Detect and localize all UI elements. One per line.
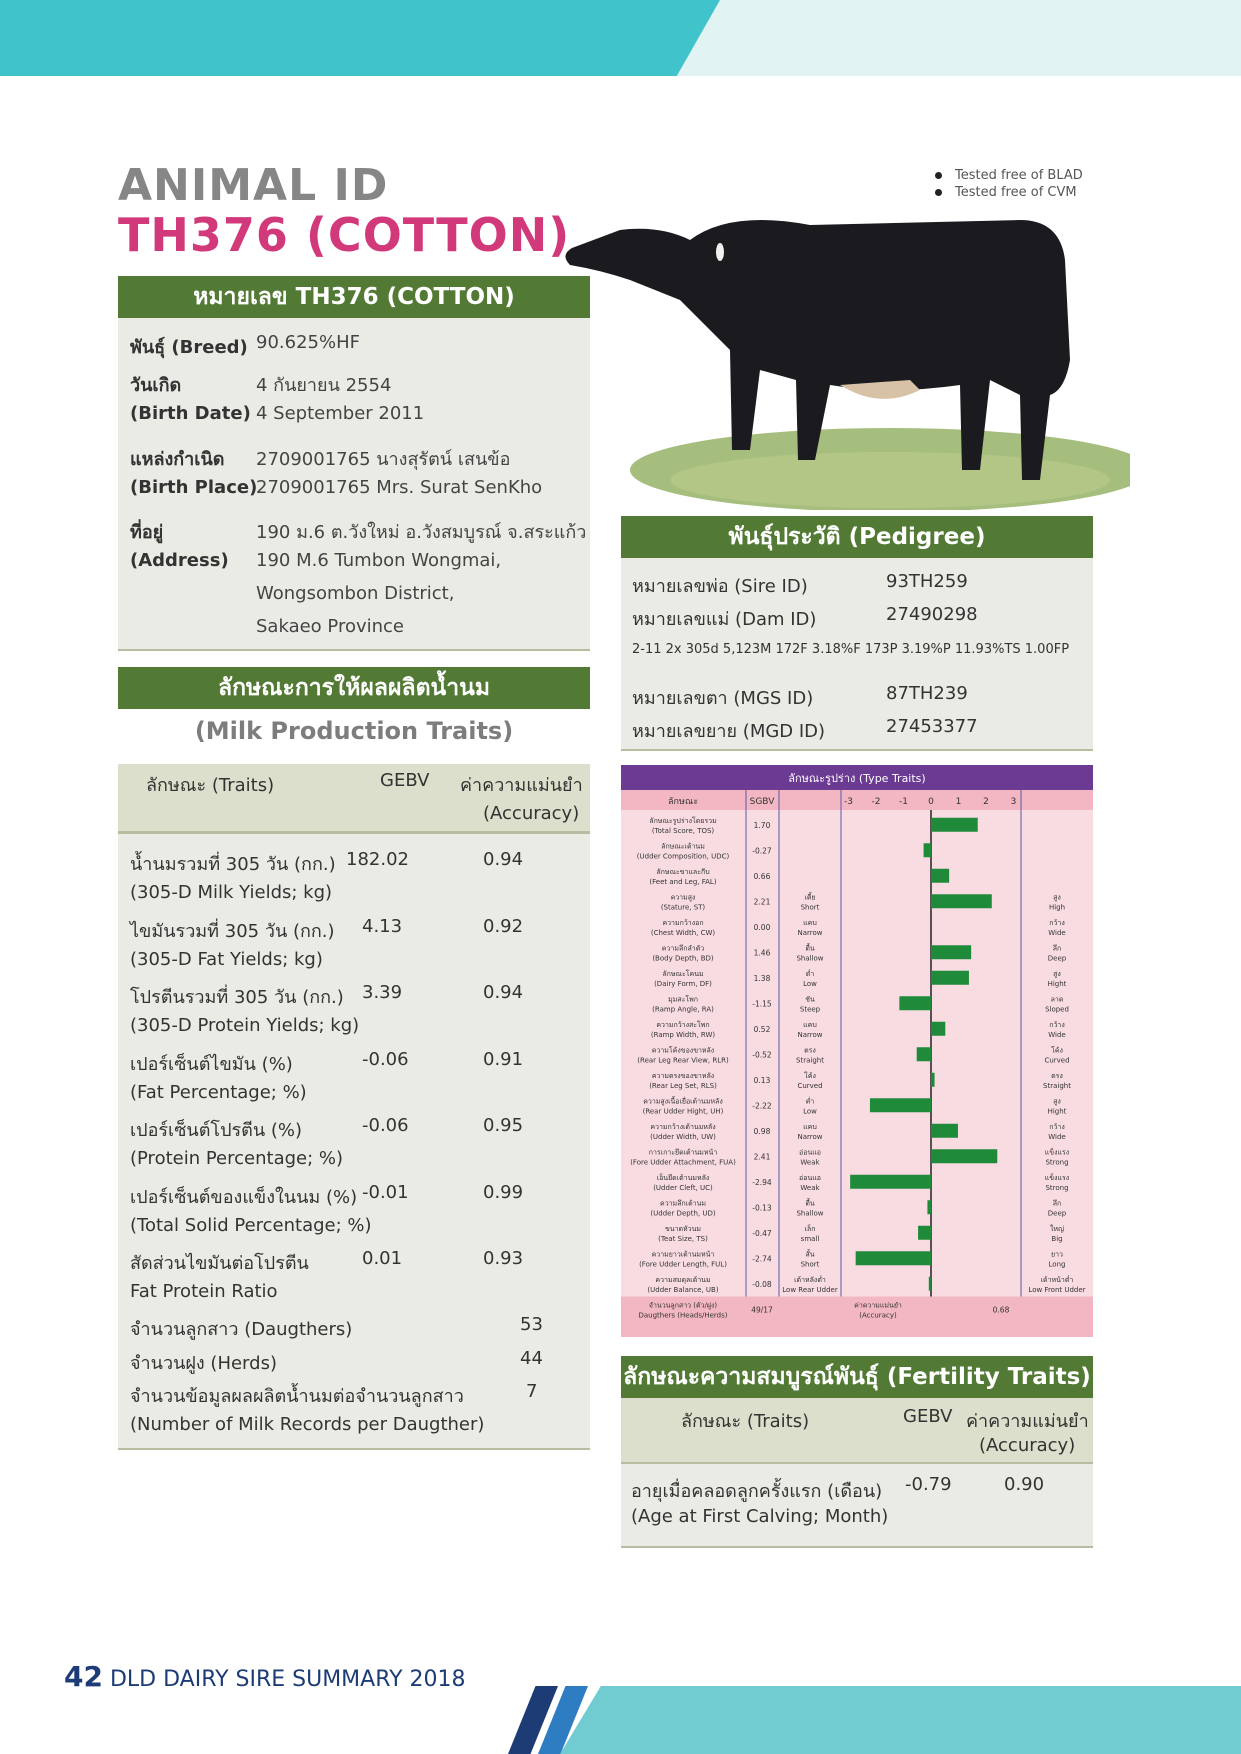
- milk-row-trait-en: Fat Protein Ratio: [130, 1281, 278, 1302]
- chart-row-high: High: [1048, 903, 1066, 912]
- chart-row-low: Steep: [799, 1005, 821, 1014]
- chart-row-low-th: ตรง: [804, 1046, 816, 1055]
- chart-row-sgbv: -0.47: [752, 1228, 772, 1238]
- address-label-th: ที่อยู่: [130, 522, 164, 543]
- chart-row-sgbv: 1.38: [753, 973, 771, 983]
- chart-row-high-th: ลาด: [1050, 995, 1064, 1004]
- chart-row-label-en: (Ramp Angle, RA): [652, 1005, 714, 1014]
- birth-date-label-en: (Birth Date): [130, 403, 251, 424]
- chart-tick-label: -2: [871, 797, 881, 807]
- chart-row-low-th: เล็ก: [804, 1224, 816, 1233]
- chart-bar: [931, 945, 971, 959]
- milk-row-gebv: -0.06: [362, 1115, 409, 1136]
- chart-row-sgbv: -2.94: [752, 1177, 772, 1187]
- address-value-en-3: Sakaeo Province: [256, 616, 404, 637]
- chart-bar: [931, 1073, 935, 1087]
- fertility-row-accuracy: 0.90: [1004, 1474, 1045, 1495]
- chart-row-label-th: ลักษณะเต้านม: [661, 842, 705, 851]
- birth-place-value-th: 2709001765 นางสุรัตน์ เสนข้อ: [256, 449, 511, 470]
- chart-row-label-en: (Rear Udder Hight, UH): [642, 1107, 724, 1116]
- chart-row-label-en: (Dairy Form, DF): [654, 979, 712, 988]
- birth-date-value-en: 4 September 2011: [256, 403, 425, 424]
- chart-row-label-en: (Udder Balance, UB): [647, 1285, 719, 1294]
- milk-row-accuracy: 0.94: [483, 849, 524, 870]
- chart-row-low: Narrow: [797, 1030, 823, 1039]
- chart-row-low-th: แคบ: [803, 918, 817, 927]
- milk-heading: ลักษณะการให้ผลผลิตน้ำนม: [118, 667, 590, 709]
- milk-col-accuracy: ค่าความแม่นยำ: [460, 775, 583, 796]
- chart-bar: [924, 843, 931, 857]
- chart-row-high-th: กว้าง: [1049, 918, 1065, 927]
- records-label-th: จำนวนข้อมูลผลผลิตน้ำนมต่อจำนวนลูกสาว: [130, 1386, 464, 1407]
- chart-bar: [931, 869, 949, 883]
- birth-date-value-th: 4 กันยายน 2554: [256, 375, 392, 396]
- sire-label: หมายเลขพ่อ (Sire ID): [632, 576, 808, 597]
- chart-row-high: Deep: [1047, 954, 1067, 963]
- chart-row-high-th: ลึก: [1052, 944, 1062, 953]
- chart-row-sgbv: -2.74: [752, 1254, 772, 1264]
- chart-row-label-th: การเกาะยึดเต้านมหน้า: [648, 1148, 718, 1157]
- milk-row-gebv: 4.13: [362, 915, 403, 937]
- chart-row-high: Low Front Udder: [1028, 1285, 1086, 1294]
- chart-row-low-th: แคบ: [803, 1122, 817, 1131]
- breed-value: 90.625%HF: [256, 332, 360, 353]
- chart-row-low-th: ชัน: [805, 995, 815, 1004]
- chart-row-high: Wide: [1048, 928, 1066, 937]
- chart-row-high-th: ตรง: [1051, 1071, 1063, 1080]
- chart-row-low: Weak: [800, 1158, 820, 1167]
- milk-row-trait-en: (305-D Protein Yields; kg): [130, 1015, 360, 1036]
- chart-row-high: Deep: [1047, 1209, 1067, 1218]
- chart-row-label-th: มุมสะโพก: [668, 995, 698, 1004]
- milk-row-accuracy: 0.93: [483, 1248, 524, 1269]
- chart-row-high-th: แข็งแรง: [1044, 1148, 1070, 1157]
- chart-row-label-en: (Body Depth, BD): [652, 954, 714, 963]
- chart-footer-label-en: Daugthers (Heads/Herds): [638, 1311, 728, 1320]
- top-banner-teal: [0, 0, 720, 76]
- chart-row-sgbv: 0.13: [753, 1075, 771, 1085]
- fertility-row-en: (Age at First Calving; Month): [631, 1506, 889, 1527]
- chart-tick-label: 3: [1010, 797, 1017, 807]
- chart-footer-acc-en: (Accuracy): [859, 1311, 897, 1320]
- herds-label: จำนวนฝูง (Herds): [130, 1353, 277, 1374]
- chart-bar: [899, 996, 931, 1010]
- chart-row-low: Low: [803, 1107, 817, 1116]
- chart-bar: [918, 1226, 931, 1240]
- chart-row-high: Hight: [1047, 1107, 1067, 1116]
- chart-row-label-th: ความตรงของขาหลัง: [651, 1071, 715, 1080]
- chart-row-high-th: แข็งแรง: [1044, 1173, 1070, 1182]
- chart-bar: [927, 1200, 931, 1214]
- chart-footer-acc-th: ค่าความแม่นยำ: [854, 1301, 902, 1310]
- chart-bar: [931, 1124, 958, 1138]
- chart-row-label-en: (Teat Size, TS): [658, 1234, 708, 1243]
- chart-row-label-th: ความสูงเนื้อเยื่อเต้านมหลัง: [643, 1097, 723, 1106]
- milk-row-gebv: 0.01: [362, 1248, 403, 1269]
- chart-row-low-th: ต่ำ: [805, 1097, 815, 1106]
- chart-row-label-th: ความกว้างสะโพก: [656, 1020, 710, 1029]
- chart-footer-acc-value: 0.68: [992, 1305, 1010, 1315]
- chart-bar: [931, 1149, 997, 1163]
- chart-row-low-th: แคบ: [803, 1020, 817, 1029]
- fertility-col-gebv: GEBV: [903, 1406, 953, 1427]
- breed-label: พันธุ์ (Breed): [130, 337, 248, 358]
- milk-row-trait-th: เปอร์เซ็นต์ของแข็งในนม (%): [130, 1186, 358, 1208]
- fertility-panel: [621, 1356, 1093, 1548]
- chart-row-low-th: ตื้น: [805, 1199, 815, 1208]
- page-footer: [64, 1660, 466, 1693]
- type-traits-svg: [621, 765, 1093, 1337]
- chart-row-high-th: สูง: [1053, 969, 1061, 978]
- chart-row-high-th: ใหญ่: [1050, 1224, 1064, 1233]
- chart-row-sgbv: 2.41: [753, 1152, 771, 1162]
- chart-row-low: Shallow: [796, 954, 824, 963]
- chart-row-high: Strong: [1045, 1158, 1069, 1167]
- chart-row-high-th: สูง: [1053, 1097, 1061, 1106]
- chart-row-sgbv: 0.00: [753, 922, 771, 932]
- fertility-heading: ลักษณะความสมบูรณ์พันธุ์ (Fertility Traits): [621, 1356, 1093, 1398]
- cow-photo: [560, 180, 1130, 510]
- mgd-label: หมายเลขยาย (MGD ID): [632, 721, 826, 742]
- chart-row-label-th: ความกว้างอก: [662, 918, 704, 927]
- chart-row-high-th: สูง: [1053, 893, 1061, 902]
- chart-row-label-th: ความโค้งของขาหลัง: [651, 1046, 715, 1055]
- chart-row-sgbv: -0.13: [752, 1203, 772, 1213]
- chart-row-high-th: โค้ง: [1051, 1046, 1063, 1055]
- chart-tick-label: 0: [928, 797, 934, 807]
- chart-row-sgbv: 2.21: [753, 897, 771, 907]
- dam-value: 27490298: [886, 604, 978, 625]
- chart-row-high-th: ยาว: [1051, 1250, 1063, 1259]
- chart-row-label-en: (Rear Leg Rear View, RLR): [637, 1056, 729, 1065]
- fertility-col-accuracy-en: (Accuracy): [979, 1435, 1076, 1456]
- birth-place-label-en: (Birth Place): [130, 477, 258, 498]
- chart-row-label-en: (Udder Width, UW): [650, 1132, 716, 1141]
- chart-row-high: Straight: [1043, 1081, 1071, 1090]
- chart-bar: [917, 1047, 931, 1061]
- records-value: 7: [526, 1381, 538, 1402]
- bottom-banner: [560, 1686, 1241, 1754]
- chart-row-low: Low Rear Udder: [782, 1285, 838, 1294]
- chart-row-low-th: ตื้น: [805, 944, 815, 953]
- chart-row-low: Short: [800, 1260, 820, 1269]
- milk-row-trait-en: (Protein Percentage; %): [130, 1148, 344, 1169]
- chart-row-label-th: ความสูง: [670, 893, 696, 902]
- chart-bar: [870, 1098, 931, 1112]
- milk-row-accuracy: 0.91: [483, 1048, 524, 1070]
- chart-row-sgbv: 1.46: [753, 948, 771, 958]
- fertility-col-traits: ลักษณะ (Traits): [681, 1411, 810, 1432]
- test-cvm: Tested free of CVM: [932, 184, 1083, 201]
- chart-col-trait: ลักษณะ: [667, 797, 699, 807]
- chart-row-low-th: โค้ง: [804, 1071, 816, 1080]
- milk-row-trait-th: โปรตีนรวมที่ 305 วัน (กก.): [130, 987, 344, 1008]
- milk-row-gebv: 3.39: [362, 982, 403, 1003]
- address-value-en-1: 190 M.6 Tumbon Wongmai,: [256, 550, 502, 571]
- chart-row-label-th: ลักษณะโคนม: [662, 969, 704, 978]
- milk-table-header: [118, 764, 590, 834]
- chart-row-low-th: เต้าหลังต่ำ: [794, 1275, 826, 1284]
- milk-subheading: (Milk Production Traits): [194, 717, 514, 745]
- birth-date-label-th: วันเกิด: [130, 375, 182, 396]
- chart-row-label-en: (Rear Leg Set, RLS): [649, 1081, 717, 1090]
- milk-row-trait-th: น้ำนมรวมที่ 305 วัน (กก.): [130, 854, 336, 875]
- chart-row-high: Wide: [1048, 1030, 1066, 1039]
- chart-row-sgbv: 1.70: [753, 820, 771, 830]
- records-label-en: (Number of Milk Records per Daugther): [130, 1414, 485, 1435]
- milk-col-traits: ลักษณะ (Traits): [146, 775, 275, 796]
- chart-row-low-th: สั้น: [805, 1250, 815, 1259]
- milk-row-trait-th: สัดส่วนไขมันต่อโปรตีน: [130, 1253, 309, 1274]
- chart-row-low: Weak: [800, 1183, 820, 1192]
- mgd-value: 27453377: [886, 716, 978, 737]
- publication-title: DLD DAIRY SIRE SUMMARY 2018: [109, 1667, 466, 1692]
- chart-row-low: Narrow: [797, 928, 823, 937]
- address-value-th: 190 ม.6 ต.วังใหม่ อ.วังสมบูรณ์ จ.สระแก้ว: [256, 522, 587, 543]
- chart-row-label-th: ลักษณะรูปร่างโดยรวม: [649, 816, 717, 825]
- pedigree-panel: [621, 516, 1093, 751]
- chart-row-sgbv: -0.27: [752, 846, 772, 856]
- chart-row-sgbv: 0.66: [753, 871, 771, 881]
- chart-tick-label: -1: [899, 797, 908, 807]
- fertility-col-accuracy: ค่าความแม่นยำ: [966, 1411, 1089, 1432]
- chart-row-low: Shallow: [796, 1209, 824, 1218]
- milk-col-gebv: GEBV: [380, 770, 430, 791]
- title-animal-name: TH376 (COTTON): [118, 208, 571, 262]
- chart-row-label-th: ความลึกเต้านม: [660, 1199, 706, 1208]
- milk-row-trait-en: (305-D Fat Yields; kg): [130, 948, 323, 970]
- chart-row-high: Long: [1048, 1260, 1066, 1269]
- chart-bar: [931, 971, 969, 985]
- animal-info-heading: หมายเลข TH376 (COTTON): [118, 276, 590, 318]
- chart-row-label-en: (Udder Cleft, UC): [653, 1183, 713, 1192]
- dam-label: หมายเลขแม่ (Dam ID): [632, 609, 817, 630]
- chart-tick-label: 2: [983, 797, 989, 807]
- address-value-en-2: Wongsombon District,: [256, 583, 455, 604]
- chart-row-label-th: ลักษณะขาและกีบ: [656, 867, 710, 876]
- chart-row-high: Strong: [1045, 1183, 1069, 1192]
- chart-row-label-en: (Stature, ST): [660, 903, 706, 912]
- milk-row-trait-th: ไขมันรวมที่ 305 วัน (กก.): [130, 920, 335, 942]
- chart-row-high-th: กว้าง: [1049, 1020, 1065, 1029]
- chart-row-high: Sloped: [1045, 1005, 1069, 1014]
- chart-tick-label: 1: [955, 797, 962, 807]
- chart-row-low: Curved: [797, 1081, 823, 1090]
- birth-place-value-en: 2709001765 Mrs. Surat SenKho: [256, 477, 543, 498]
- chart-row-high-th: เต้าหน้าต่ำ: [1040, 1275, 1074, 1284]
- birth-place-label-th: แหล่งกำเนิด: [130, 449, 225, 470]
- animal-info-panel: [118, 276, 590, 651]
- chart-row-high-th: ลึก: [1052, 1199, 1062, 1208]
- chart-row-sgbv: 0.98: [753, 1126, 771, 1136]
- chart-bar: [929, 1277, 931, 1291]
- mgs-value: 87TH239: [886, 683, 968, 704]
- chart-row-label-en: (Ramp Width, RW): [650, 1030, 716, 1039]
- pedigree-heading: พันธุ์ประวัติ (Pedigree): [621, 516, 1093, 558]
- dam-record: 2-11 2x 305d 5,123M 172F 3.18%F 173P 3.19%P 11.93%TS 1.00FP: [632, 642, 1070, 657]
- milk-row-trait-en: (Total Solid Percentage; %): [130, 1214, 372, 1236]
- chart-row-sgbv: 0.52: [753, 1024, 771, 1034]
- daughters-label: จำนวนลูกสาว (Daugthers): [130, 1319, 353, 1340]
- chart-row-low: Straight: [796, 1056, 824, 1065]
- fertility-row-gebv: -0.79: [905, 1474, 952, 1495]
- milk-row-trait-th: เปอร์เซ็นต์โปรตีน (%): [130, 1120, 303, 1141]
- chart-row-high: Curved: [1044, 1056, 1070, 1065]
- sire-value: 93TH259: [886, 571, 968, 592]
- chart-row-low: Low: [803, 979, 817, 988]
- milk-row-gebv: -0.06: [362, 1048, 409, 1070]
- chart-row-sgbv: -2.22: [752, 1101, 772, 1111]
- milk-row-accuracy: 0.92: [483, 915, 524, 937]
- chart-row-low: small: [800, 1234, 820, 1243]
- chart-tick-label: -3: [844, 797, 853, 807]
- milk-row-accuracy: 0.94: [483, 982, 524, 1003]
- milk-col-accuracy-en: (Accuracy): [483, 803, 580, 824]
- milk-row-accuracy: 0.99: [483, 1181, 524, 1203]
- chart-row-sgbv: -0.52: [752, 1050, 772, 1060]
- chart-row-label-en: (Udder Composition, UDC): [636, 852, 730, 861]
- herds-value: 44: [520, 1348, 543, 1369]
- mgs-label: หมายเลขตา (MGS ID): [632, 688, 814, 709]
- chart-bar: [931, 818, 978, 832]
- milk-row-gebv: 182.02: [346, 849, 409, 870]
- chart-bar: [850, 1175, 931, 1189]
- milk-row-trait-en: (Fat Percentage; %): [130, 1081, 307, 1103]
- page-number: 42: [64, 1660, 103, 1693]
- chart-row-label-en: (Feet and Leg, FAL): [649, 877, 717, 886]
- chart-row-low-th: เตี้ย: [804, 893, 816, 902]
- milk-row-trait-th: เปอร์เซ็นต์ไขมัน (%): [130, 1053, 293, 1075]
- chart-row-label-en: (Udder Depth, UD): [650, 1209, 716, 1218]
- chart-row-high: Big: [1051, 1234, 1063, 1243]
- chart-row-low-th: ต่ำ: [805, 969, 815, 978]
- test-blad: Tested free of BLAD: [932, 167, 1083, 184]
- type-traits-chart: [621, 765, 1093, 1337]
- fertility-row-th: อายุเมื่อคลอดลูกครั้งแรก (เดือน): [631, 1481, 883, 1502]
- chart-row-label-th: เอ็นยึดเต้านมหลัง: [656, 1173, 710, 1182]
- chart-row-low: Short: [800, 903, 820, 912]
- chart-footer-value: 49/17: [751, 1305, 773, 1315]
- chart-col-sgbv: SGBV: [749, 797, 775, 807]
- chart-row-label-th: ความยาวเต้านมหน้า: [651, 1250, 715, 1259]
- title-animal-id: ANIMAL ID: [118, 160, 389, 211]
- milk-row-trait-en: (305-D Milk Yields; kg): [130, 882, 333, 903]
- chart-row-label-en: (Fore Udder Attachment, FUA): [630, 1158, 736, 1167]
- chart-footer-label-th: จำนวนลูกสาว (ตัว/ฝูง): [648, 1301, 718, 1310]
- address-label-en: (Address): [130, 550, 229, 571]
- chart-row-low-th: อ่อนแอ: [799, 1148, 821, 1157]
- milk-row-accuracy: 0.95: [483, 1115, 524, 1136]
- milk-row-gebv: -0.01: [362, 1181, 409, 1203]
- chart-row-low-th: อ่อนแอ: [799, 1173, 821, 1182]
- milk-table: [118, 764, 590, 1450]
- chart-row-label-en: (Fore Udder Length, FUL): [639, 1260, 727, 1269]
- chart-row-label-en: (Total Score, TOS): [651, 826, 715, 835]
- chart-row-sgbv: -1.15: [752, 999, 772, 1009]
- chart-bar: [931, 894, 992, 908]
- chart-row-high: Wide: [1048, 1132, 1066, 1141]
- chart-row-label-en: (Chest Width, CW): [650, 928, 716, 937]
- chart-row-low: Narrow: [797, 1132, 823, 1141]
- top-banner: [0, 0, 1241, 76]
- chart-row-label-th: ขนาดหัวนม: [665, 1224, 701, 1233]
- chart-row-label-th: ความกว้างเต้านมหลัง: [650, 1122, 716, 1131]
- fertility-table-header: [621, 1398, 1093, 1464]
- chart-title: ลักษณะรูปร่าง (Type Traits): [788, 772, 926, 785]
- chart-bar: [856, 1251, 931, 1265]
- chart-row-label-th: ความลึกลำตัว: [661, 944, 705, 953]
- daughters-value: 53: [520, 1314, 543, 1335]
- chart-row-high-th: กว้าง: [1049, 1122, 1065, 1131]
- chart-row-high: Hight: [1047, 979, 1067, 988]
- chart-row-label-th: ความสมดุลเต้านม: [655, 1275, 711, 1284]
- chart-bar: [931, 1022, 945, 1036]
- chart-row-sgbv: -0.08: [752, 1279, 772, 1289]
